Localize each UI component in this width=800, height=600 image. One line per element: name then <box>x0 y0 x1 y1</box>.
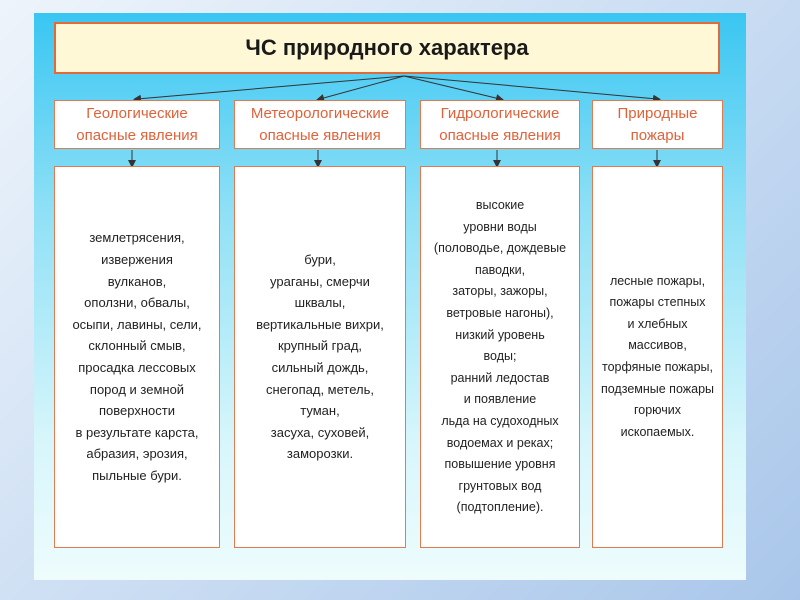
header-line: Метеорологические <box>250 104 390 122</box>
list-item: льда на судоходных <box>441 413 559 428</box>
diagram-title: ЧС природного характера <box>54 22 720 74</box>
list-item: пожары степных <box>609 295 706 310</box>
list-item: и хлебных <box>627 316 688 331</box>
list-geological-hazards <box>54 166 220 548</box>
list-item: водоемах и реках; <box>446 435 554 450</box>
list-item: сильный дождь, <box>271 360 369 375</box>
list-item: заморозки. <box>286 446 354 462</box>
list-item: подземные пожары <box>600 381 715 396</box>
list-item: в результате карста, <box>75 424 199 440</box>
header-line: опасные явления <box>439 126 561 144</box>
header-line: опасные явления <box>259 126 381 144</box>
list-item: заторы, зажоры, <box>452 284 548 299</box>
header-line: опасные явления <box>76 126 198 144</box>
list-item: массивов, <box>628 338 687 353</box>
list-item: низкий уровень <box>455 327 545 342</box>
list-item: ветровые нагоны), <box>446 306 554 321</box>
list-item: оползни, обвалы, <box>84 295 190 311</box>
list-meteorological-hazards <box>234 166 406 548</box>
header-hydrological-hazards <box>420 100 580 149</box>
list-item: извержения <box>101 252 173 268</box>
list-item: шквалы, <box>294 295 346 311</box>
list-item: бури, <box>304 252 336 268</box>
header-geological-hazards <box>54 100 220 149</box>
list-item: и появление <box>463 392 537 407</box>
list-item: ураганы, смерчи <box>270 273 370 289</box>
list-hydrological-hazards <box>420 166 580 548</box>
list-item: вулканов, <box>107 273 167 289</box>
list-natural-fires <box>592 166 723 548</box>
list-item: грунтовых вод <box>458 478 542 493</box>
list-item: ископаемых. <box>620 424 695 439</box>
list-item: поверхности <box>99 403 175 419</box>
list-item: высокие <box>475 198 525 213</box>
list-item: (подтопление). <box>456 500 544 515</box>
list-item: горючих <box>633 403 682 418</box>
header-line: Природные <box>617 104 698 122</box>
list-item: склонный смыв, <box>88 338 186 354</box>
list-item: туман, <box>300 403 340 419</box>
header-natural-fires <box>592 100 723 149</box>
list-item: осыпи, лавины, сели, <box>72 316 202 332</box>
header-line: Геологические <box>86 104 188 122</box>
header-meteorological-hazards <box>234 100 406 149</box>
list-item: ранний ледостав <box>450 370 550 385</box>
list-item: уровни воды <box>463 219 537 234</box>
list-item: засуха, суховей, <box>270 424 370 440</box>
list-item: паводки, <box>474 262 526 277</box>
list-item: снегопад, метель, <box>266 381 374 397</box>
list-item: воды; <box>483 349 517 364</box>
list-item: вертикальные вихри, <box>256 316 384 332</box>
list-item: повышение уровня <box>444 457 556 472</box>
list-item: крупный град, <box>277 338 363 354</box>
list-item: абразия, эрозия, <box>86 446 188 462</box>
list-item: лесные пожары, <box>609 273 706 288</box>
list-item: пыльные бури. <box>92 467 182 483</box>
header-line: пожары <box>630 126 685 144</box>
list-item: землетрясения, <box>89 230 185 246</box>
list-item: пород и земной <box>89 381 185 397</box>
list-item: торфяные пожары, <box>601 360 714 374</box>
list-item: просадка лессовых <box>78 360 196 375</box>
header-line: Гидрологические <box>440 104 560 122</box>
list-item: (половодье, дождевые <box>433 241 567 256</box>
